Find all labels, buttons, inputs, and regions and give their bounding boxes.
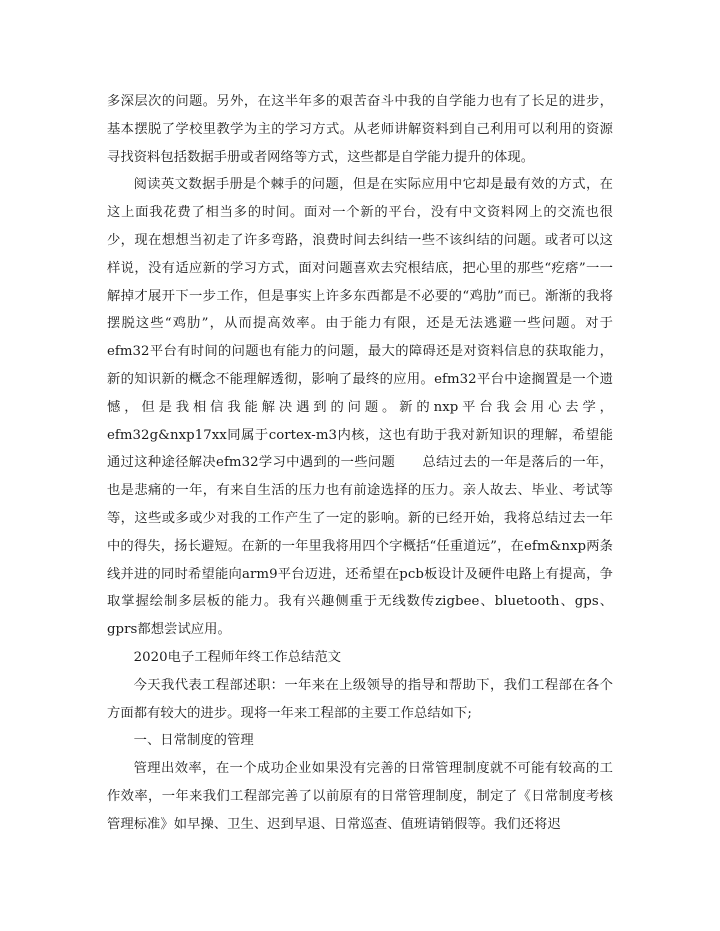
section-title: 2020电子工程师年终工作总结范文 (133, 649, 342, 665)
document-body (107, 88, 613, 839)
paragraph-management-efficiency: 管理出效率，在一个成功企业如果没有完善的日常管理制度就不可能有较高的工作效率，一年来我们工程部完善了以前原有的日常管理制度，制定了《日常制度考核管理标准》如早操、卫生、迟到早退、日常巡查、值班请销假等。我们还将迟 (107, 761, 613, 832)
paragraph-self-learning-continued: 多深层次的问题。另外，在这半年多的艰苦奋斗中我的自学能力也有了长足的进步，基本摆脱了学校里教学为主的学习方式。从老师讲解资料到自己利用可以利用的资源寻找资料包括数据手册或者网络等方式，这些都是自学能力提升的体现。 (107, 94, 613, 165)
paragraph-engineering-report-intro: 今天我代表工程部述职：一年来在上级领导的指导和帮助下，我们工程部在各个方面都有较大的进步。现将一年来工程部的主要工作总结如下; (107, 677, 613, 721)
section-heading-daily-management: 一、日常制度的管理 (133, 733, 254, 749)
paragraph-english-datasheets: 阅读英文数据手册是个棘手的问题，但是在实际应用中它却是最有效的方式，在这上面我花费了相当多的时间。面对一个新的平台，没有中文资料网上的交流也很少，现在想想当初走了许多弯路，浪费时间去纠结一些不该纠结的问题。或者可以这样说，没有适应新的学习方式，面对问题喜欢去究根结底，把心里的那些“疙瘩”一一解掉才展开下一步工作，但是事实上许多东西都是不必要的“鸡肋”而已。渐渐的我将摆脱这些“鸡肋”，从而提高效率。由于能力有限，还是无法逃避一些问题。对于efm32平台有时间的问题也有能力的问题，最大的障碍还是对资料信息的获取能力，新的知识新的概念不能理解透彻，影响了最终的应用。efm32平台中途搁置是一个遗憾，但是我相信我能解决遇到的问题。新的nxp平台我会用心去学， efm32g&nxp17xx同属于cortex-m3内核，这也有助于我对新知识的理解，希望能通过这种途径解决efm32学习中遇到的一些问题 总结过去的一年是落后的一年，也是悲痛的一年，有来自生活的压力也有前途选择的压力。亲人故去、毕业、考试等等，这些或多或少对我的工作产生了一定的影响。新的已经开始，我将总结过去一年中的得失，扬长避短。在新的一年里我将用四个字概括“任重道远”，在efm&nxp两条线并进的同时希望能向arm9平台迈进，还希望在pcb板设计及硬件电路上有提高，争取掌握绘制多层板的能力。我有兴趣侧重于无线数传zigbee、bluetooth、gps、gprs都想尝试应用。 (107, 177, 613, 638)
